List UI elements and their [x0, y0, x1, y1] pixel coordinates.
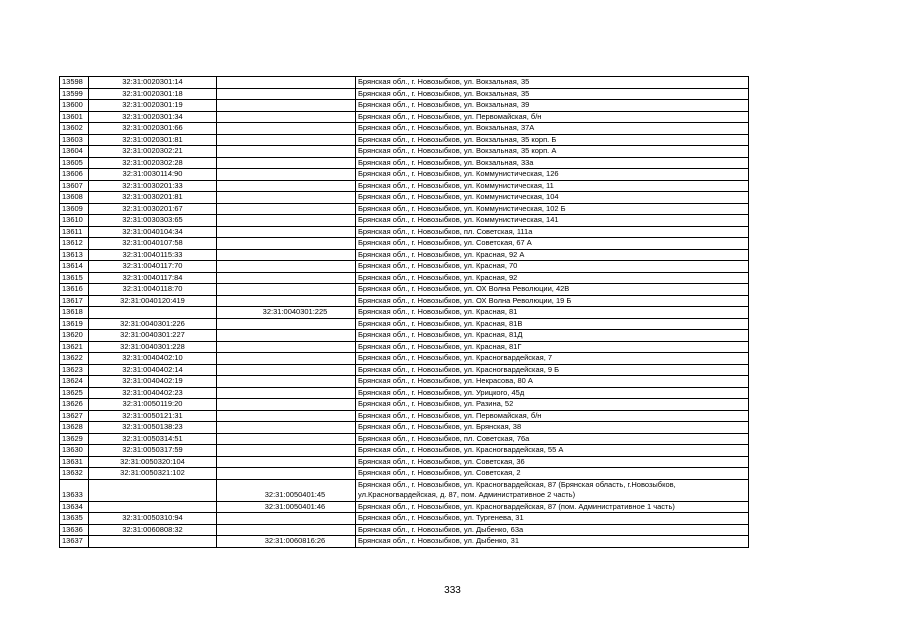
- cadastral-number-alt-cell: [217, 318, 356, 330]
- table-row: [60, 215, 749, 227]
- address-cell: Брянская обл., г. Новозыбков, ул. Коммунистическая, 104: [356, 192, 749, 204]
- cadastral-number-alt-cell: [217, 203, 356, 215]
- cadastral-number-cell: 32:31:0050320:104: [89, 456, 217, 468]
- table-row: [60, 318, 749, 330]
- table-row: [60, 88, 749, 100]
- cadastral-number-alt-cell: [217, 445, 356, 457]
- address-cell: Брянская обл., г. Новозыбков, ул. Коммунистическая, 141: [356, 215, 749, 227]
- row-number-cell: 13630: [60, 445, 89, 457]
- cadastral-number-alt-cell: [217, 215, 356, 227]
- row-number-cell: 13621: [60, 341, 89, 353]
- cadastral-number-alt-cell: [217, 513, 356, 525]
- cadastral-number-cell: 32:31:0050121:31: [89, 410, 217, 422]
- cadastral-number-alt-cell: 32:31:0050401:45: [217, 479, 356, 501]
- cadastral-number-cell: 32:31:0040115:33: [89, 249, 217, 261]
- cadastral-number-alt-cell: [217, 261, 356, 273]
- cadastral-number-alt-cell: [217, 456, 356, 468]
- table-row: [60, 456, 749, 468]
- row-number-cell: 13619: [60, 318, 89, 330]
- cadastral-number-alt-cell: [217, 410, 356, 422]
- cadastral-number-alt-cell: [217, 399, 356, 411]
- row-number-cell: 13607: [60, 180, 89, 192]
- address-cell: Брянская обл., г. Новозыбков, ул. Советская, 36: [356, 456, 749, 468]
- table-row: [60, 536, 749, 548]
- cadastral-number-alt-cell: 32:31:0060816:26: [217, 536, 356, 548]
- cadastral-number-cell: 32:31:0050321:102: [89, 468, 217, 480]
- cadastral-number-alt-cell: [217, 376, 356, 388]
- address-cell: Брянская обл., г. Новозыбков, ул. Вокзальная, 35 корп. А: [356, 146, 749, 158]
- cadastral-number-cell: 32:31:0040301:226: [89, 318, 217, 330]
- cadastral-number-alt-cell: 32:31:0040301:225: [217, 307, 356, 319]
- cadastral-number-alt-cell: [217, 226, 356, 238]
- cadastral-number-cell: 32:31:0040301:227: [89, 330, 217, 342]
- cadastral-number-alt-cell: [217, 387, 356, 399]
- table-row: [60, 134, 749, 146]
- cadastral-number-cell: 32:31:0020301:34: [89, 111, 217, 123]
- address-cell: Брянская обл., г. Новозыбков, ул. Коммунистическая, 102 Б: [356, 203, 749, 215]
- cadastral-number-cell: 32:31:0040118:70: [89, 284, 217, 296]
- row-number-cell: 13627: [60, 410, 89, 422]
- address-cell: Брянская обл., г. Новозыбков, ул. Вокзальная, 35: [356, 77, 749, 89]
- table-row: [60, 399, 749, 411]
- row-number-cell: 13624: [60, 376, 89, 388]
- address-cell: Брянская обл., г. Новозыбков, ул. Советская, 2: [356, 468, 749, 480]
- row-number-cell: 13633: [60, 479, 89, 501]
- cadastral-table: [59, 76, 749, 548]
- row-number-cell: 13618: [60, 307, 89, 319]
- cadastral-number-alt-cell: [217, 341, 356, 353]
- cadastral-number-cell: 32:31:0040402:19: [89, 376, 217, 388]
- cadastral-number-alt-cell: [217, 77, 356, 89]
- cadastral-number-alt-cell: [217, 433, 356, 445]
- address-cell: Брянская обл., г. Новозыбков, ул. Коммунистическая, 126: [356, 169, 749, 181]
- cadastral-number-alt-cell: [217, 238, 356, 250]
- cadastral-number-cell: 32:31:0040107:58: [89, 238, 217, 250]
- cadastral-number-cell: 32:31:0050314:51: [89, 433, 217, 445]
- row-number-cell: 13616: [60, 284, 89, 296]
- table-row: [60, 422, 749, 434]
- address-cell: Брянская обл., г. Новозыбков, ул. Красная, 70: [356, 261, 749, 273]
- address-cell: Брянская обл., г. Новозыбков, пл. Советская, 111а: [356, 226, 749, 238]
- address-cell: Брянская обл., г. Новозыбков, ул. Тургенева, 31: [356, 513, 749, 525]
- address-cell: Брянская обл., г. Новозыбков, ул. Вокзальная, 35: [356, 88, 749, 100]
- cadastral-number-cell: 32:31:0020301:18: [89, 88, 217, 100]
- row-number-cell: 13604: [60, 146, 89, 158]
- address-cell: Брянская обл., г. Новозыбков, ул. Урицкого, 45д: [356, 387, 749, 399]
- address-cell: Брянская обл., г. Новозыбков, ул. Красная, 92 А: [356, 249, 749, 261]
- cadastral-number-cell: 32:31:0050310:94: [89, 513, 217, 525]
- cadastral-number-cell: 32:31:0040117:84: [89, 272, 217, 284]
- cadastral-number-alt-cell: [217, 295, 356, 307]
- cadastral-number-cell: [89, 501, 217, 513]
- row-number-cell: 13637: [60, 536, 89, 548]
- row-number-cell: 13625: [60, 387, 89, 399]
- cadastral-number-alt-cell: [217, 180, 356, 192]
- address-cell: Брянская обл., г. Новозыбков, ул. Красная, 81В: [356, 318, 749, 330]
- cadastral-number-cell: [89, 307, 217, 319]
- row-number-cell: 13617: [60, 295, 89, 307]
- row-number-cell: 13613: [60, 249, 89, 261]
- address-cell: Брянская обл., г. Новозыбков, ул. Красная, 92: [356, 272, 749, 284]
- row-number-cell: 13622: [60, 353, 89, 365]
- table-row: [60, 272, 749, 284]
- table-row: [60, 77, 749, 89]
- address-cell: Брянская обл., г. Новозыбков, ул. ОХ Волна Революции, 42В: [356, 284, 749, 296]
- table-row: [60, 433, 749, 445]
- cadastral-number-alt-cell: [217, 88, 356, 100]
- cadastral-number-cell: 32:31:0040402:14: [89, 364, 217, 376]
- table-row: [60, 261, 749, 273]
- table-row: [60, 468, 749, 480]
- cadastral-number-alt-cell: [217, 272, 356, 284]
- table-row: [60, 307, 749, 319]
- table-row: [60, 341, 749, 353]
- address-cell: Брянская обл., г. Новозыбков, ул. Красногвардейская, 9 Б: [356, 364, 749, 376]
- table-row: [60, 203, 749, 215]
- row-number-cell: 13631: [60, 456, 89, 468]
- row-number-cell: 13615: [60, 272, 89, 284]
- row-number-cell: 13610: [60, 215, 89, 227]
- table-row: [60, 364, 749, 376]
- row-number-cell: 13628: [60, 422, 89, 434]
- cadastral-number-alt-cell: [217, 192, 356, 204]
- row-number-cell: 13629: [60, 433, 89, 445]
- cadastral-number-cell: 32:31:0030303:65: [89, 215, 217, 227]
- table-row: [60, 123, 749, 135]
- cadastral-number-cell: [89, 479, 217, 501]
- table-row: [60, 226, 749, 238]
- cadastral-number-cell: 32:31:0020301:14: [89, 77, 217, 89]
- table-row: [60, 524, 749, 536]
- cadastral-number-cell: 32:31:0050138:23: [89, 422, 217, 434]
- table-row: [60, 169, 749, 181]
- cadastral-number-cell: 32:31:0040301:228: [89, 341, 217, 353]
- cadastral-number-cell: 32:31:0040120:419: [89, 295, 217, 307]
- address-cell: Брянская обл., г. Новозыбков, ул. Вокзальная, 39: [356, 100, 749, 112]
- cadastral-number-cell: 32:31:0020302:21: [89, 146, 217, 158]
- address-cell: Брянская обл., г. Новозыбков, ул. Красногвардейская, 55 А: [356, 445, 749, 457]
- table-row: [60, 146, 749, 158]
- row-number-cell: 13634: [60, 501, 89, 513]
- cadastral-number-cell: 32:31:0030201:81: [89, 192, 217, 204]
- cadastral-number-alt-cell: [217, 353, 356, 365]
- cadastral-number-alt-cell: [217, 330, 356, 342]
- table-row: [60, 295, 749, 307]
- row-number-cell: 13609: [60, 203, 89, 215]
- cadastral-number-alt-cell: [217, 100, 356, 112]
- address-cell: Брянская обл., г. Новозыбков, ул. Вокзальная, 33а: [356, 157, 749, 169]
- cadastral-number-alt-cell: [217, 364, 356, 376]
- row-number-cell: 13620: [60, 330, 89, 342]
- cadastral-number-cell: 32:31:0030201:33: [89, 180, 217, 192]
- table-row: [60, 157, 749, 169]
- cadastral-number-alt-cell: [217, 249, 356, 261]
- cadastral-number-alt-cell: [217, 422, 356, 434]
- table-row: [60, 479, 749, 501]
- cadastral-number-alt-cell: [217, 111, 356, 123]
- cadastral-number-cell: 32:31:0020301:66: [89, 123, 217, 135]
- cadastral-number-cell: 32:31:0040117:70: [89, 261, 217, 273]
- row-number-cell: 13635: [60, 513, 89, 525]
- row-number-cell: 13614: [60, 261, 89, 273]
- address-cell: Брянская обл., г. Новозыбков, ул. Первомайская, б/н: [356, 111, 749, 123]
- row-number-cell: 13608: [60, 192, 89, 204]
- address-cell: Брянская обл., г. Новозыбков, ул. Вокзальная, 37А: [356, 123, 749, 135]
- cadastral-number-cell: 32:31:0050119:20: [89, 399, 217, 411]
- address-cell: Брянская обл., г. Новозыбков, ул. ОХ Волна Революции, 19 Б: [356, 295, 749, 307]
- row-number-cell: 13626: [60, 399, 89, 411]
- table-row: [60, 376, 749, 388]
- address-cell: Брянская обл., г. Новозыбков, ул. Дыбенко, 31: [356, 536, 749, 548]
- cadastral-number-alt-cell: [217, 123, 356, 135]
- table-body: [60, 77, 749, 548]
- row-number-cell: 13598: [60, 77, 89, 89]
- row-number-cell: 13599: [60, 88, 89, 100]
- cadastral-number-cell: 32:31:0020301:81: [89, 134, 217, 146]
- table-row: [60, 387, 749, 399]
- cadastral-number-alt-cell: [217, 468, 356, 480]
- cadastral-number-cell: 32:31:0020301:19: [89, 100, 217, 112]
- row-number-cell: 13603: [60, 134, 89, 146]
- address-cell: Брянская обл., г. Новозыбков, ул. Брянская, 38: [356, 422, 749, 434]
- table-row: [60, 353, 749, 365]
- table-row: [60, 111, 749, 123]
- table-row: [60, 249, 749, 261]
- cadastral-number-alt-cell: [217, 146, 356, 158]
- address-cell: Брянская обл., г. Новозыбков, ул. Дыбенко, 63а: [356, 524, 749, 536]
- cadastral-number-cell: 32:31:0060808:32: [89, 524, 217, 536]
- row-number-cell: 13601: [60, 111, 89, 123]
- cadastral-number-cell: [89, 536, 217, 548]
- address-cell: Брянская обл., г. Новозыбков, ул. Красная, 81Г: [356, 341, 749, 353]
- address-cell: Брянская обл., г. Новозыбков, ул. Коммунистическая, 11: [356, 180, 749, 192]
- cadastral-number-alt-cell: [217, 157, 356, 169]
- cadastral-number-cell: 32:31:0040104:34: [89, 226, 217, 238]
- cadastral-number-alt-cell: [217, 524, 356, 536]
- address-cell: Брянская обл., г. Новозыбков, ул. Красногвардейская, 7: [356, 353, 749, 365]
- table-row: [60, 410, 749, 422]
- row-number-cell: 13605: [60, 157, 89, 169]
- row-number-cell: 13623: [60, 364, 89, 376]
- table-row: [60, 238, 749, 250]
- address-cell: Брянская обл., г. Новозыбков, ул. Советская, 67 А: [356, 238, 749, 250]
- cadastral-number-cell: 32:31:0030114:90: [89, 169, 217, 181]
- cadastral-number-cell: 32:31:0040402:10: [89, 353, 217, 365]
- row-number-cell: 13606: [60, 169, 89, 181]
- address-cell: Брянская обл., г. Новозыбков, ул. Красногвардейская, 87 (пом. Административное 1 часть): [356, 501, 749, 513]
- row-number-cell: 13600: [60, 100, 89, 112]
- cadastral-number-alt-cell: [217, 134, 356, 146]
- row-number-cell: 13632: [60, 468, 89, 480]
- table-row: [60, 100, 749, 112]
- cadastral-number-alt-cell: [217, 284, 356, 296]
- table-row: [60, 445, 749, 457]
- table-row: [60, 501, 749, 513]
- row-number-cell: 13636: [60, 524, 89, 536]
- cadastral-number-cell: 32:31:0030201:67: [89, 203, 217, 215]
- address-cell: Брянская обл., г. Новозыбков, ул. Некрасова, 80 А: [356, 376, 749, 388]
- table-row: [60, 330, 749, 342]
- cadastral-number-cell: 32:31:0020302:28: [89, 157, 217, 169]
- cadastral-number-cell: 32:31:0040402:23: [89, 387, 217, 399]
- address-cell: Брянская обл., г. Новозыбков, ул. Разина, 52: [356, 399, 749, 411]
- cadastral-number-alt-cell: [217, 169, 356, 181]
- page-number: 333: [444, 585, 461, 596]
- address-cell: Брянская обл., г. Новозыбков, ул. Первомайская, б/н: [356, 410, 749, 422]
- table-row: [60, 180, 749, 192]
- address-cell: Брянская обл., г. Новозыбков, ул. Красногвардейская, 87 (Брянская область, г.Новозыбков, ул.Красногвардейская, д. 87, пом. Административное 2 часть): [356, 479, 749, 501]
- table-row: [60, 192, 749, 204]
- row-number-cell: 13611: [60, 226, 89, 238]
- address-cell: Брянская обл., г. Новозыбков, пл. Советская, 76а: [356, 433, 749, 445]
- address-cell: Брянская обл., г. Новозыбков, ул. Красная, 81Д: [356, 330, 749, 342]
- row-number-cell: 13612: [60, 238, 89, 250]
- cadastral-number-cell: 32:31:0050317:59: [89, 445, 217, 457]
- cadastral-number-alt-cell: 32:31:0050401:46: [217, 501, 356, 513]
- address-cell: Брянская обл., г. Новозыбков, ул. Вокзальная, 35 корп. Б: [356, 134, 749, 146]
- address-cell: Брянская обл., г. Новозыбков, ул. Красная, 81: [356, 307, 749, 319]
- table-row: [60, 513, 749, 525]
- row-number-cell: 13602: [60, 123, 89, 135]
- table-row: [60, 284, 749, 296]
